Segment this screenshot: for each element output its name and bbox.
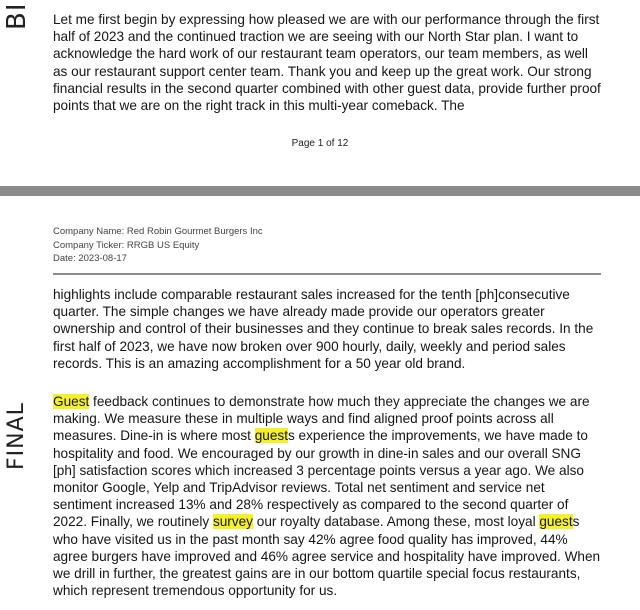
page1-paragraph: Let me first begin by expressing how pleased we are with our performance through the first half of 2023 and the continued traction we are seeing with our North Star plan. I want to acknowledge the hard work of our restaurant team operators, our team members, as well as our restaurant support center team. Thank you and keep up the great work. Our strong financial results in the second quarter combined with other guest data, provide further proof points that we are on the right track in this multi-year comeback. The — [53, 12, 601, 114]
highlighted-term: guest — [254, 428, 288, 444]
page2-paragraph-2 — [53, 393, 605, 599]
document-page-2 — [0, 196, 640, 610]
paragraph-text: s who have visited us in the past month say 42% agree food quality has improved, 44% agree burgers have improved and 46% agree service and hospitality have improved. When we drill in further, the greatest gains are in our bottom quartile special focus restaurants, which represent tremendous opportunity for us. — [53, 514, 601, 599]
side-label-top: BI — [2, 2, 32, 30]
page-number: Page 1 of 12 — [291, 138, 349, 149]
highlighted-term: Guest — [53, 394, 90, 409]
highlighted-term: guest — [539, 514, 573, 530]
document-date: Date: 2023-08-17 — [53, 253, 127, 264]
header-rule — [53, 273, 601, 275]
company-name: Company Name: Red Robin Gourmet Burgers Inc — [53, 226, 263, 237]
page-separator — [0, 186, 640, 196]
document-page-1 — [0, 0, 640, 186]
side-label-bottom: FINAL — [4, 402, 29, 470]
document-metadata — [53, 225, 263, 266]
company-ticker: Company Ticker: RRGB US Equity — [53, 239, 200, 251]
paragraph-text: our royalty database. Among these, most loyal — [252, 514, 540, 530]
highlighted-term: survey — [212, 514, 253, 530]
paragraph-text: feedback continues to demonstrate how much they appreciate the changes we are making. We measure these in multiple ways and find aligned proof points across all measures. Dine-in is where most — [53, 394, 590, 444]
page2-paragraph-1: highlights include comparable restaurant sales increased for the tenth [ph]consecutive quarter. The simple changes we have already made provide our operators greater ownership and control of their businesses and they continue to break sales records. In the first half of 2023, we have now broken over 900 hourly, daily, weekly and period sales records. This is an amazing accomplishment for a 50 year old brand. — [53, 287, 594, 371]
paragraph-text: s experience the improvements, we have made to hospitality and food. We encouraged by our growth in dine-in sales and our overall SNG [ph] satisfaction scores which increased 3 percentage points versus a year ago. We also monitor Google, Yelp and TripAdvisor reviews. Total net sentiment and service net sentiment increased 13% and 28% respectively as compared to the second quarter of 2022. Finally, we routinely — [53, 428, 588, 530]
